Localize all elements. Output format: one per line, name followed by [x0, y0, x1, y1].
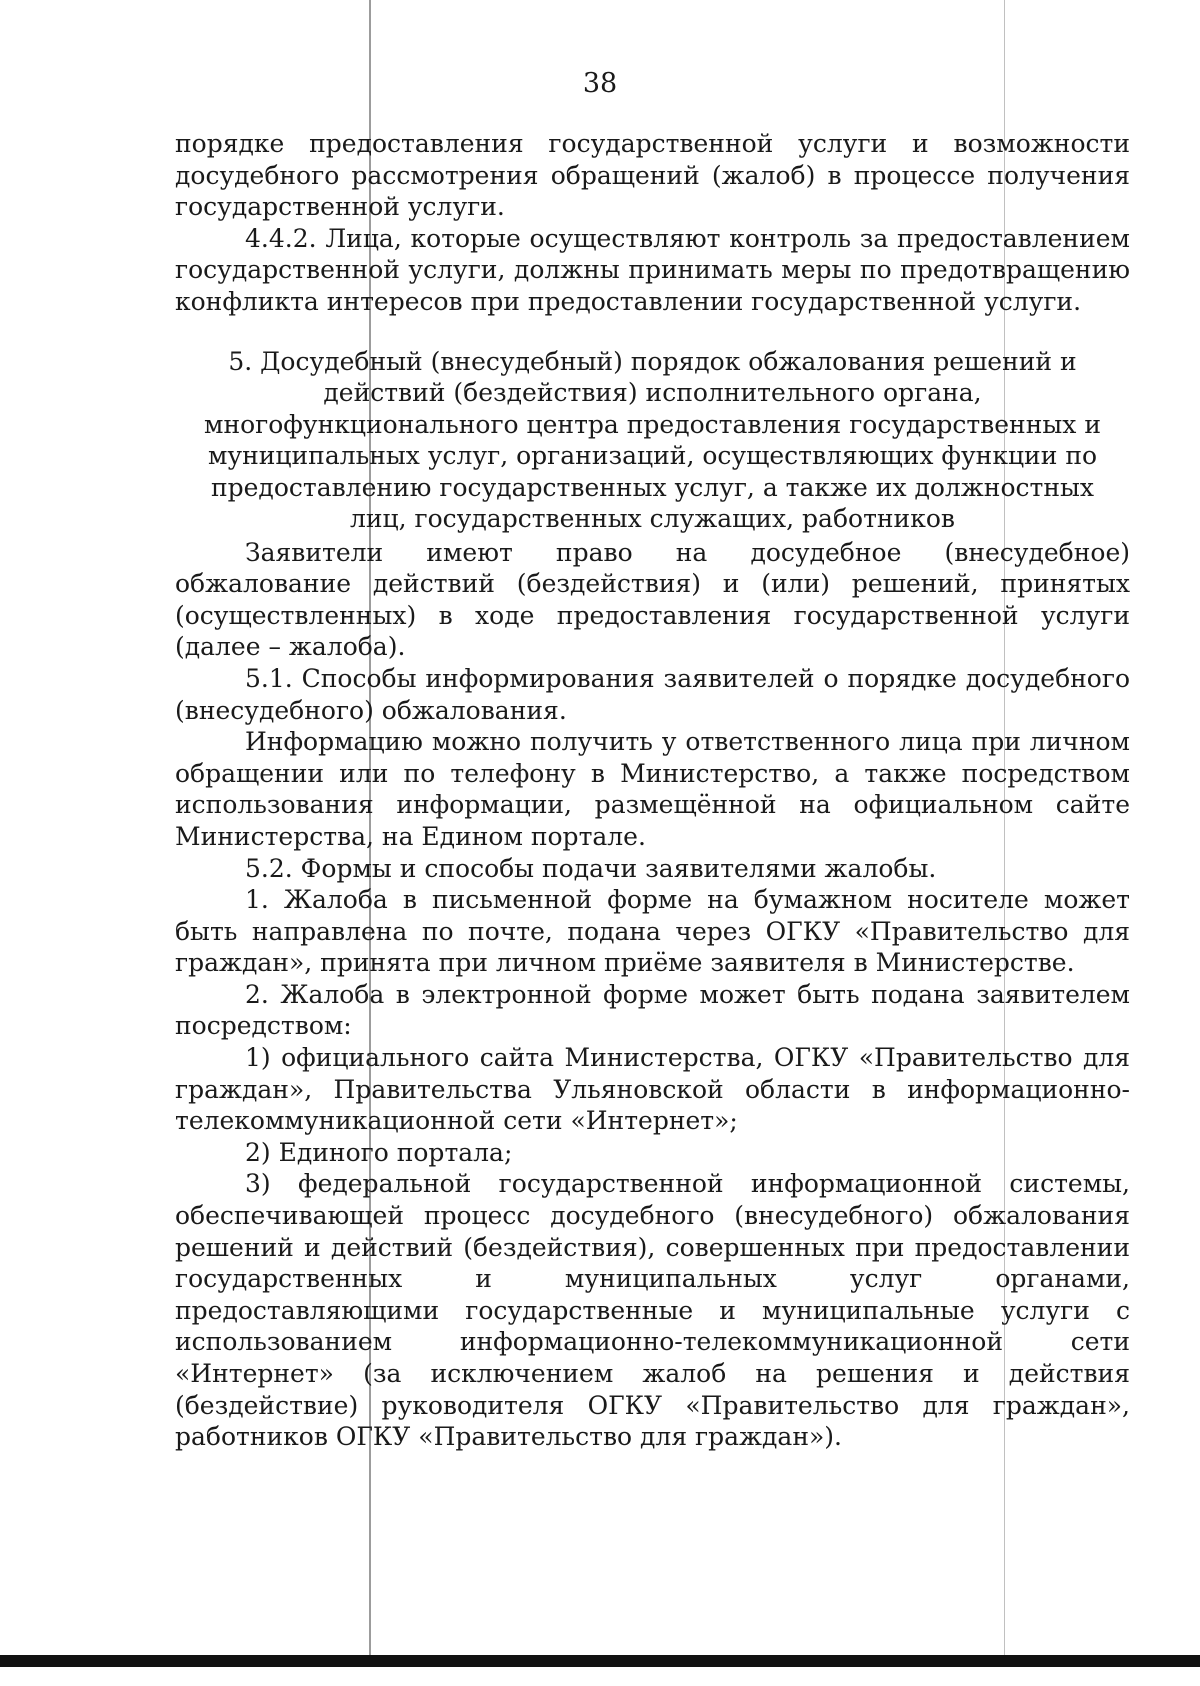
paragraph: 5.1. Способы информирования заявителей о порядке досудебного (внесудебного) обжалования. [175, 663, 1130, 725]
section-heading: 5. Досудебный (внесудебный) порядок обжалования решений и действий (бездействия) исполнительного органа, многофункционального центра предоставления государственных и муниципальных услуг, организаций, осуществляющих функции по предоставлению государственных услуг, а также их должностных лиц, государственных служащих, работников [204, 346, 1101, 534]
page-number: 38 [582, 68, 618, 99]
list-item: 3) федеральной государственной информационной системы, обеспечивающей процесс досудебного (внесудебного) обжалования решений и действий (бездействия), совершенных при предоставлении государственных и муниципальных услуг органами, предоставляющими государственные и муниципальные услуги с использованием информационно-телекоммуникационной сети «Интернет» (за исключением жалоб на решения и действия (бездействие) руководителя ОГКУ «Правительство для граждан», работников ОГКУ «Правительство для граждан»). [175, 1169, 1130, 1452]
paragraph: 2. Жалоба в электронной форме может быть подана заявителем посредством: [175, 979, 1130, 1041]
scan-bottom-border [0, 1655, 1200, 1667]
paragraph: Информацию можно получить у ответственного лица при личном обращении или по телефону в Министерство, а также посредством использования информации, размещённой на официальном сайте Министерства, на Едином портале. [175, 727, 1130, 851]
paragraph: 5.2. Формы и способы подачи заявителями жалобы. [245, 853, 937, 883]
list-item: 1) официального сайта Министерства, ОГКУ «Правительство для граждан», Правительства Ульяновской области в информационно-телекоммуникационной сети «Интернет»; [175, 1043, 1130, 1136]
list-item: 2) Единого портала; [245, 1137, 513, 1167]
paragraph: Заявители имеют право на досудебное (внесудебное) обжалование действий (бездействия) и (или) решений, принятых (осуществленных) в ходе предоставления государственной услуги (далее – жалоба). [175, 537, 1130, 662]
paragraph: 1. Жалоба в письменной форме на бумажном носителе может быть направлена по почте, подана через ОГКУ «Правительство для граждан», принята при личном приёме заявителя в Министерстве. [175, 885, 1130, 978]
document-body [175, 128, 1130, 1453]
paragraph: 4.4.2. Лица, которые осуществляют контроль за предоставлением государственной услуги, должны принимать меры по предотвращению конфликта интересов при предоставлении государственной услуги. [175, 223, 1130, 316]
paragraph: порядке предоставления государственной услуги и возможности досудебного рассмотрения обращений (жалоб) в процессе получения государственной услуги. [175, 129, 1130, 222]
